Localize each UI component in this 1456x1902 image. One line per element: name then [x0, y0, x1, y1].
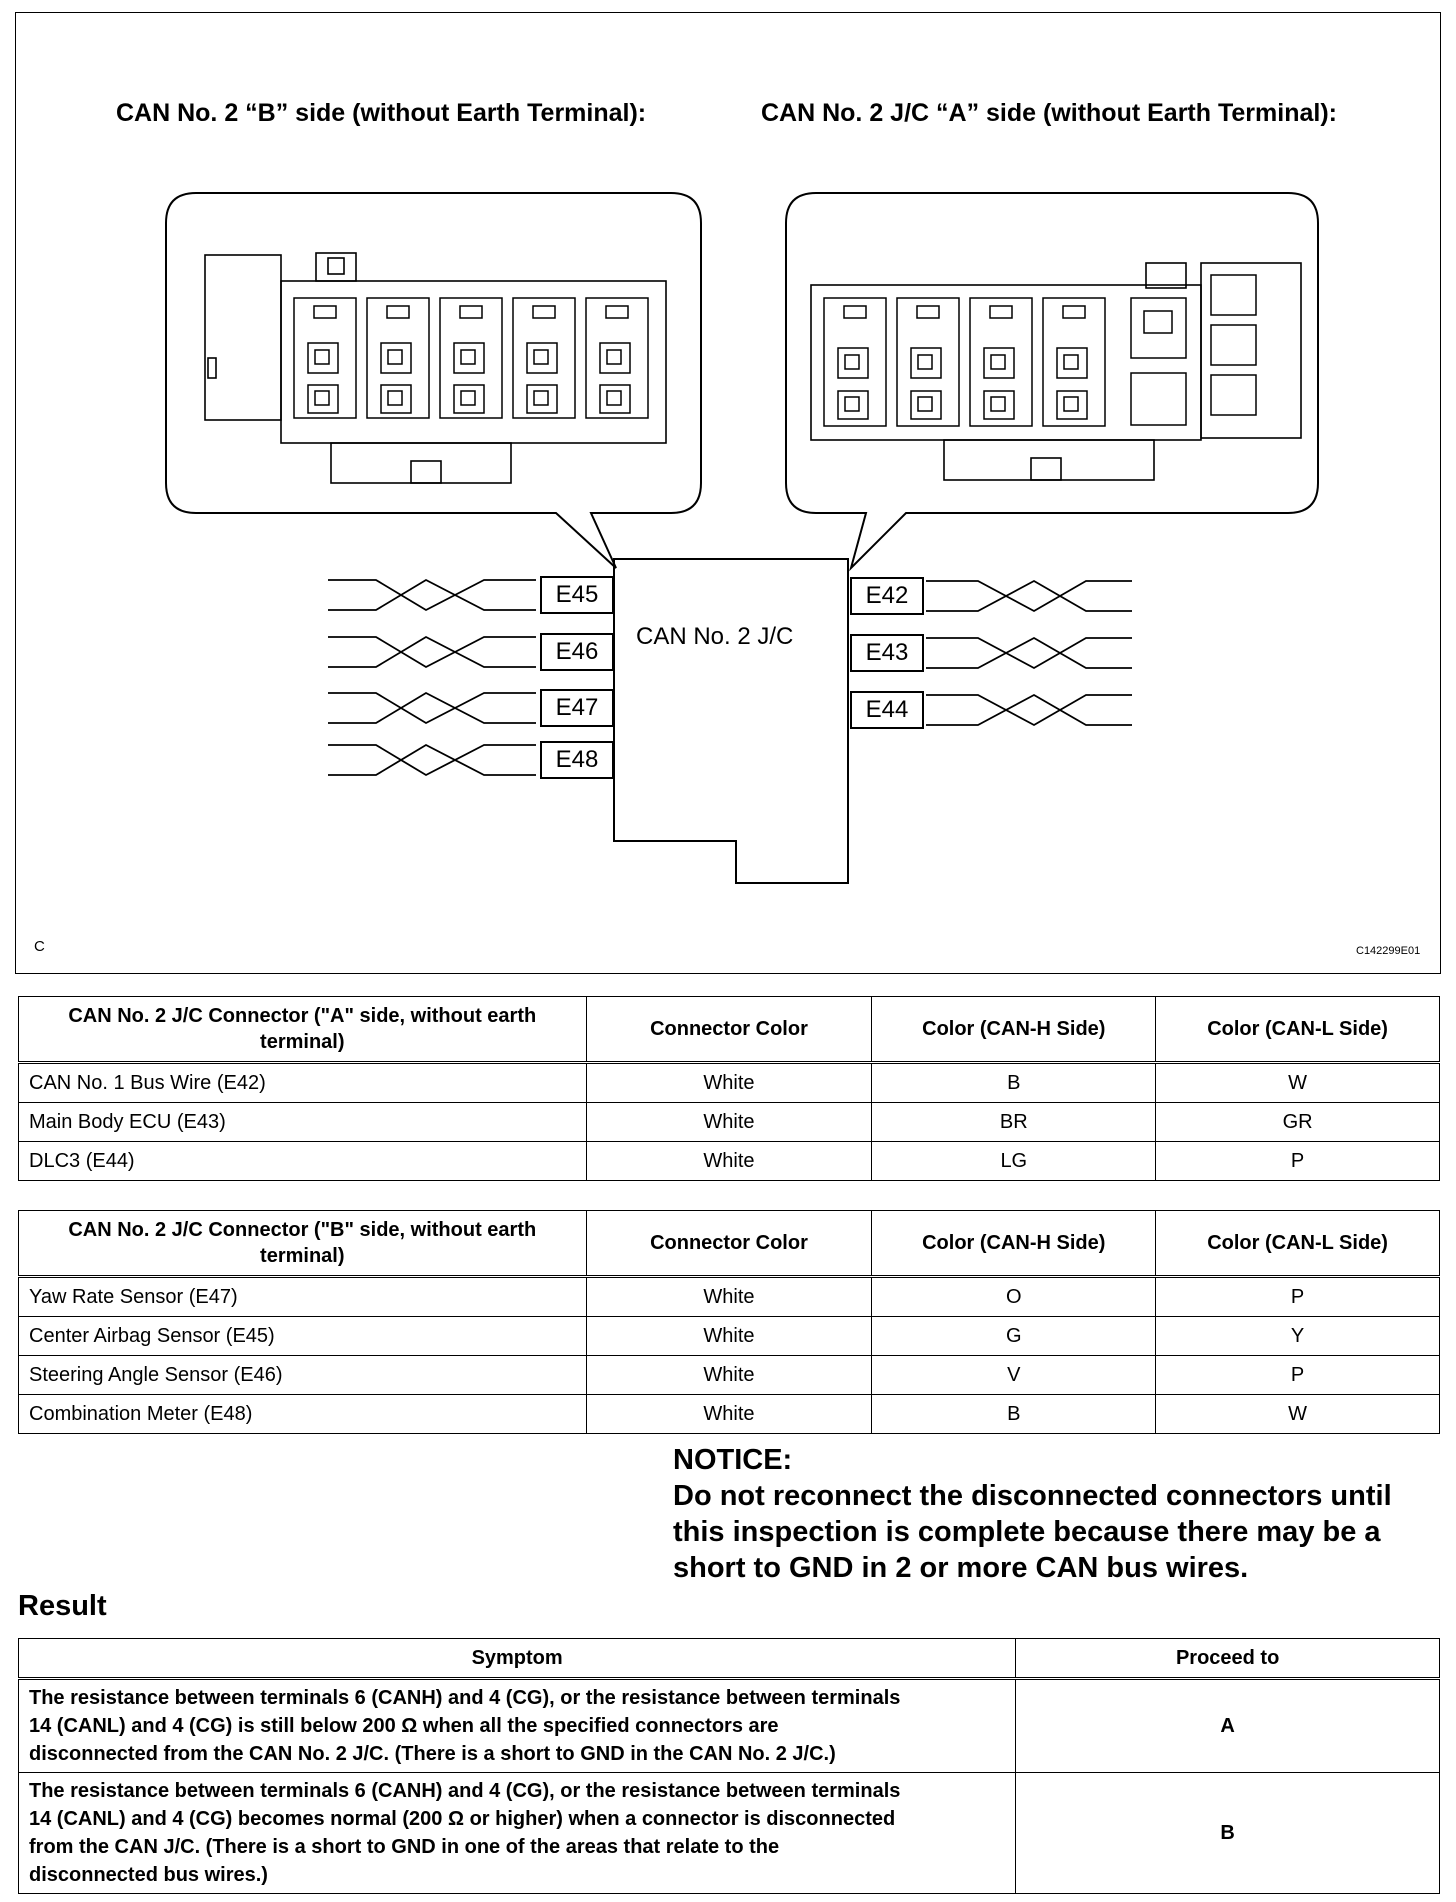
connector-tag-e44: E44	[850, 691, 924, 729]
cell-can-h: O	[872, 1277, 1156, 1317]
table-header-row	[19, 997, 1440, 1063]
connector-tag-e47: E47	[540, 689, 614, 727]
connector-tag-e42: E42	[850, 577, 924, 615]
a-side-title: CAN No. 2 J/C “A” side (without Earth Terminal):	[761, 99, 1337, 127]
cell-can-h: LG	[872, 1142, 1156, 1181]
connector-drawing	[16, 13, 1442, 975]
symptom-line: disconnected bus wires.)	[29, 1864, 268, 1886]
header-can-h: Color (CAN-H Side)	[872, 997, 1156, 1063]
cell-can-h: BR	[872, 1103, 1156, 1142]
header-connector-color: Connector Color	[586, 997, 872, 1063]
cell-connector: DLC3 (E44)	[19, 1142, 587, 1181]
table-row	[19, 1317, 1440, 1356]
b-side-terminal-cavities	[294, 298, 648, 418]
table-header-row	[19, 1211, 1440, 1277]
cell-can-l: P	[1156, 1356, 1440, 1395]
cell-connector-color: White	[586, 1103, 872, 1142]
b-side-title: CAN No. 2 “B” side (without Earth Terminal):	[116, 99, 647, 127]
a-side-terminal-cavities	[824, 275, 1256, 426]
cell-connector-color: White	[586, 1317, 872, 1356]
header-can-l: Color (CAN-L Side)	[1156, 1211, 1440, 1277]
b-side-connector-shape	[205, 253, 666, 483]
header-connector: CAN No. 2 J/C Connector ("B" side, without earth terminal)	[19, 1211, 587, 1277]
header-proceed-to: Proceed to	[1016, 1639, 1440, 1679]
symptom-line: 14 (CANL) and 4 (CG) is still below 200 Ω when all the specified connectors are	[29, 1715, 779, 1737]
table-row	[19, 1277, 1440, 1317]
cell-can-l: Y	[1156, 1317, 1440, 1356]
cell-can-l: W	[1156, 1395, 1440, 1434]
header-can-l: Color (CAN-L Side)	[1156, 997, 1440, 1063]
notice-heading: NOTICE:	[673, 1444, 793, 1476]
notice-line: short to GND in 2 or more CAN bus wires.	[673, 1552, 1249, 1584]
header-symptom: Symptom	[19, 1639, 1016, 1679]
header-connector-color: Connector Color	[586, 1211, 872, 1277]
cell-connector: Steering Angle Sensor (E46)	[19, 1356, 587, 1395]
cell-connector: CAN No. 1 Bus Wire (E42)	[19, 1063, 587, 1103]
cell-can-h: B	[872, 1063, 1156, 1103]
cell-connector-color: White	[586, 1063, 872, 1103]
cell-connector-color: White	[586, 1395, 872, 1434]
figure-id: C142299E01	[1356, 945, 1421, 957]
b-side-connector-table	[18, 1210, 1440, 1434]
a-side-callout-bubble	[786, 193, 1318, 568]
cell-can-l: P	[1156, 1277, 1440, 1317]
cell-connector: Yaw Rate Sensor (E47)	[19, 1277, 587, 1317]
cell-can-h: V	[872, 1356, 1156, 1395]
junction-block-outline	[614, 559, 848, 883]
cell-connector-color: White	[586, 1356, 872, 1395]
figure-corner-label: C	[34, 938, 45, 955]
connector-tag-e45: E45	[540, 576, 614, 614]
table-row	[19, 1356, 1440, 1395]
table-row	[19, 1395, 1440, 1434]
notice-line: Do not reconnect the disconnected connectors until	[673, 1480, 1392, 1512]
cell-can-h: G	[872, 1317, 1156, 1356]
left-bus-wires	[328, 580, 536, 775]
connector-diagram-figure	[15, 12, 1441, 974]
a-side-connector-shape	[811, 263, 1301, 480]
header-can-h: Color (CAN-H Side)	[872, 1211, 1156, 1277]
b-side-callout-bubble	[166, 193, 701, 568]
result-table	[18, 1638, 1440, 1894]
symptom-cell	[19, 1679, 1016, 1773]
cell-connector-color: White	[586, 1277, 872, 1317]
symptom-line: The resistance between terminals 6 (CANH) and 4 (CG), or the resistance between terminals	[29, 1780, 901, 1802]
connector-tag-e43: E43	[850, 634, 924, 672]
table-header-row	[19, 1639, 1440, 1679]
cell-can-l: W	[1156, 1063, 1440, 1103]
junction-label: CAN No. 2 J/C	[636, 623, 794, 650]
cell-connector: Center Airbag Sensor (E45)	[19, 1317, 587, 1356]
cell-connector: Combination Meter (E48)	[19, 1395, 587, 1434]
result-heading: Result	[18, 1590, 107, 1622]
notice-block	[673, 1442, 1392, 1586]
connector-tag-e48: E48	[540, 741, 614, 779]
symptom-line: The resistance between terminals 6 (CANH) and 4 (CG), or the resistance between terminals	[29, 1687, 901, 1709]
notice-line: this inspection is complete because there may be a	[673, 1516, 1381, 1548]
proceed-cell: A	[1016, 1679, 1440, 1773]
header-connector: CAN No. 2 J/C Connector ("A" side, without earth terminal)	[19, 997, 587, 1063]
proceed-cell: B	[1016, 1773, 1440, 1894]
symptom-cell	[19, 1773, 1016, 1894]
connector-tag-e46: E46	[540, 633, 614, 671]
table-row	[19, 1103, 1440, 1142]
right-bus-wires	[926, 581, 1132, 725]
symptom-line: disconnected from the CAN No. 2 J/C. (There is a short to GND in the CAN No. 2 J/C.)	[29, 1743, 836, 1765]
a-side-connector-table	[18, 996, 1440, 1181]
symptom-line: from the CAN J/C. (There is a short to GND in one of the areas that relate to the	[29, 1836, 780, 1858]
cell-connector-color: White	[586, 1142, 872, 1181]
table-row	[19, 1063, 1440, 1103]
table-row	[19, 1142, 1440, 1181]
cell-connector: Main Body ECU (E43)	[19, 1103, 587, 1142]
table-row	[19, 1773, 1440, 1894]
cell-can-l: P	[1156, 1142, 1440, 1181]
cell-can-l: GR	[1156, 1103, 1440, 1142]
table-row	[19, 1679, 1440, 1773]
cell-can-h: B	[872, 1395, 1156, 1434]
symptom-line: 14 (CANL) and 4 (CG) becomes normal (200 Ω or higher) when a connector is disconnected	[29, 1808, 896, 1830]
